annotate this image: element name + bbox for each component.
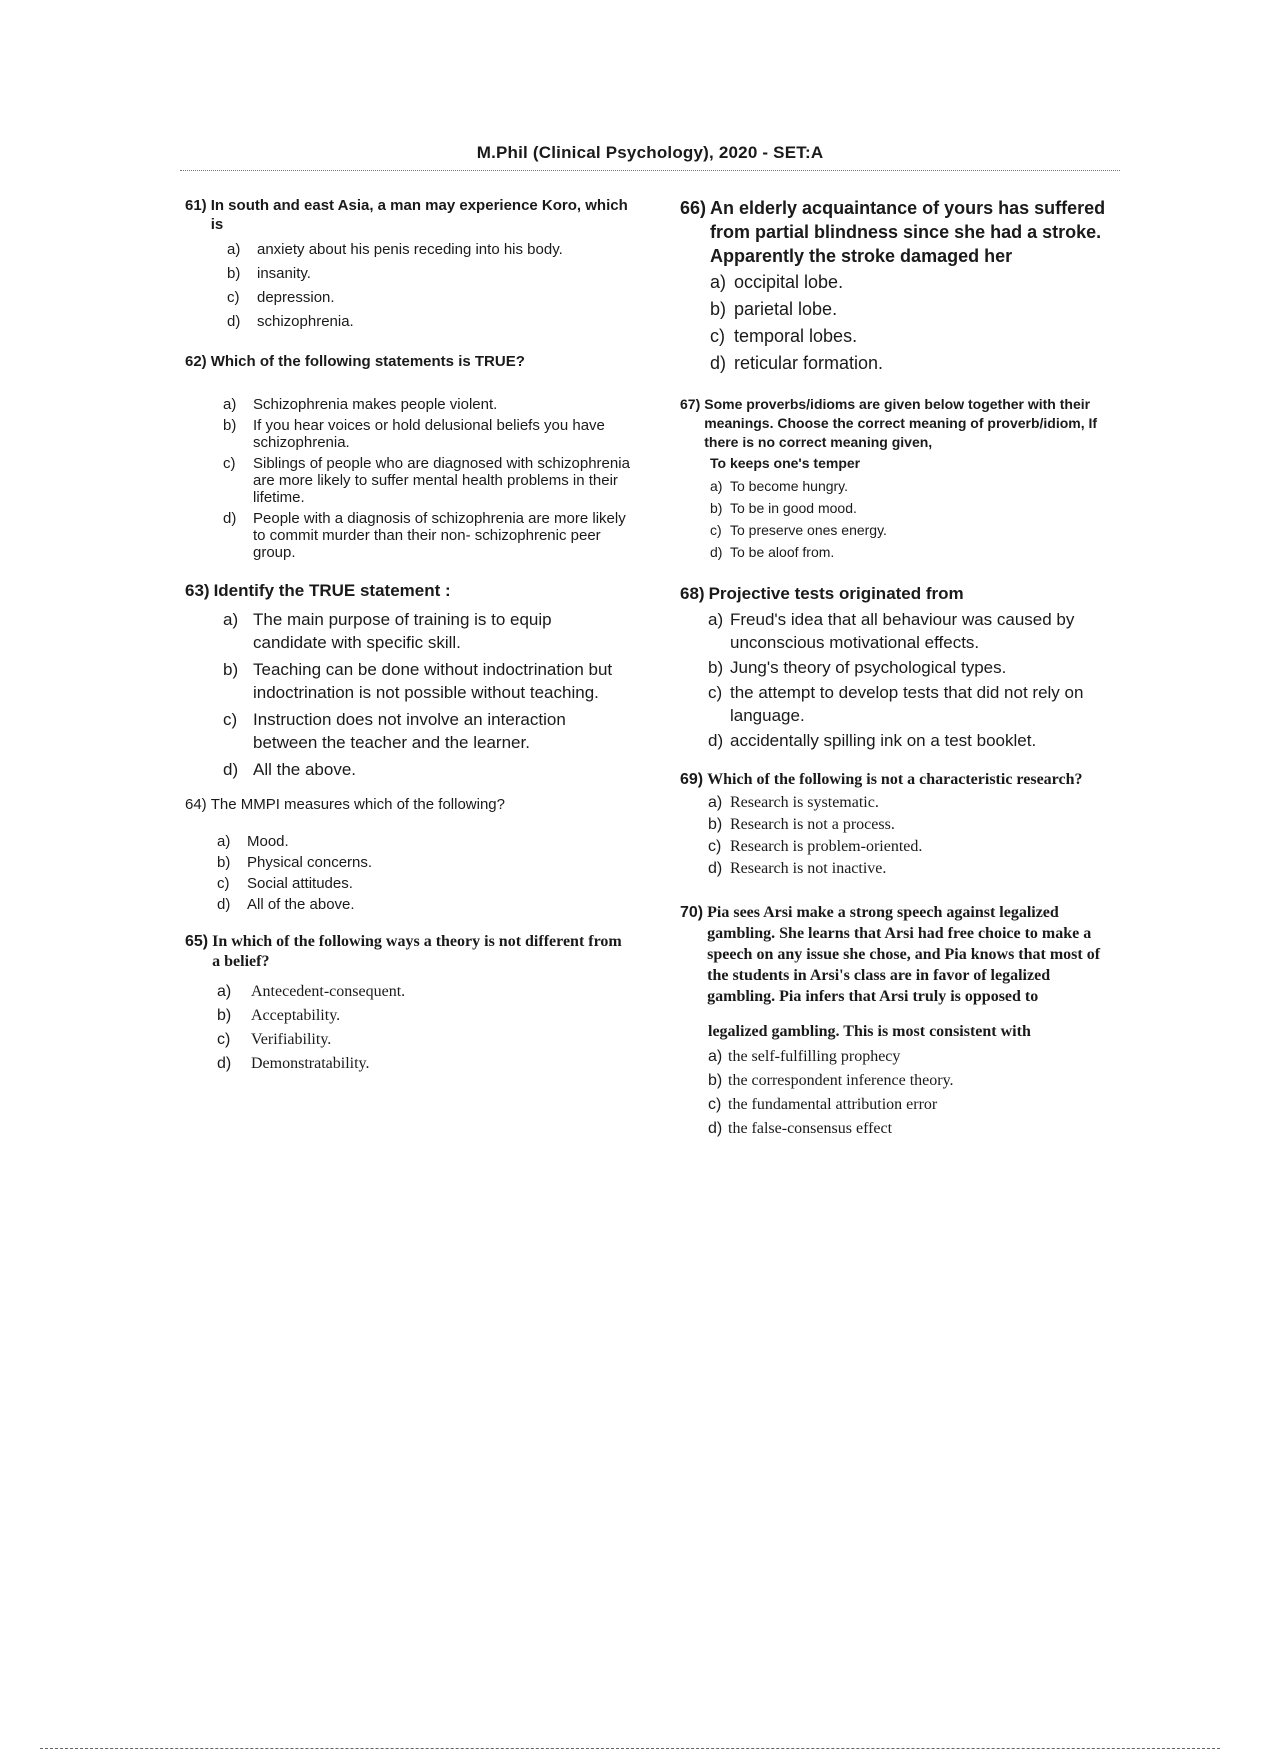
- question-stem: [680, 770, 1115, 789]
- option-text: Siblings of people who are diagnosed with schizophrenia are more likely to suffer mental health problems in their lifetime.: [253, 455, 630, 506]
- option-letter: d): [710, 353, 727, 373]
- idiom-prompt: To keeps one's temper: [710, 455, 861, 471]
- option-text: To become hungry.: [730, 478, 849, 494]
- question-text: An elderly acquaintance of yours has suffered from partial blindness since she had a stroke. Apparently the stroke damaged her: [710, 198, 1106, 266]
- option-letter: a): [217, 833, 231, 850]
- question-continuation: legalized gambling. This is most consistent with: [708, 1023, 1031, 1040]
- option-d: [223, 758, 630, 781]
- option-text: Jung's theory of psychological types.: [730, 658, 1007, 677]
- option-c: [708, 837, 1115, 856]
- option-letter: a): [710, 478, 723, 494]
- option-d: [227, 312, 630, 331]
- option-b: [708, 1070, 1115, 1091]
- option-letter: c): [217, 1031, 231, 1048]
- option-text: anxiety about his penis receding into his body.: [257, 241, 563, 258]
- option-letter: c): [708, 683, 723, 702]
- option-letter: a): [227, 241, 241, 258]
- option-letter: d): [223, 510, 237, 527]
- question-text: In which of the following ways a theory is not different from a belief?: [212, 933, 622, 970]
- option-c: [217, 874, 630, 893]
- option-letter: a): [708, 1048, 723, 1065]
- option-d: [708, 859, 1115, 878]
- option-b: [708, 815, 1115, 834]
- question-number: 62): [185, 353, 207, 370]
- option-d: [708, 729, 1115, 752]
- option-letter: c): [710, 326, 725, 346]
- question-stem: [680, 582, 1115, 605]
- option-letter: a): [223, 396, 237, 413]
- option-text: reticular formation.: [734, 353, 884, 373]
- page-header-title: M.Phil (Clinical Psychology), 2020 - SET:A: [476, 143, 824, 162]
- question-61: [185, 196, 630, 331]
- question-67: [680, 395, 1115, 562]
- option-letter: a): [217, 983, 232, 1000]
- question-text: Pia sees Arsi make a strong speech against legalized gambling. She learns that Arsi had free choice to make a speech on any issue she chose, and Pia knows that most of the students in Arsi's class are in favor of legalized gambling. Pia infers that Arsi truly is opposed to: [707, 904, 1101, 1005]
- question-text: Which of the following statements is TRUE?: [210, 353, 525, 370]
- option-c: [227, 288, 630, 307]
- option-letter: b): [708, 658, 724, 677]
- options-list: [708, 793, 1115, 878]
- option-text: schizophrenia.: [257, 313, 354, 330]
- option-text: If you hear voices or hold delusional beliefs you have schizophrenia.: [253, 417, 605, 451]
- option-b: [227, 264, 630, 283]
- question-text: Identify the TRUE statement :: [213, 581, 451, 600]
- option-text: the correspondent inference theory.: [728, 1072, 954, 1089]
- option-c: [223, 455, 630, 506]
- option-text: insanity.: [257, 265, 311, 282]
- option-text: Antecedent-consequent.: [251, 983, 406, 1000]
- option-letter: b): [708, 816, 723, 833]
- option-text: Freud's idea that all behaviour was caused by unconscious motivational effects.: [730, 610, 1075, 652]
- option-text: the false-consensus effect: [728, 1120, 893, 1137]
- right-column: [680, 196, 1115, 1142]
- option-letter: d): [217, 896, 231, 913]
- options-list: [710, 270, 1115, 375]
- question-number: 66): [680, 198, 707, 218]
- question-number: 65): [185, 933, 209, 950]
- option-letter: d): [223, 760, 239, 779]
- option-letter: d): [227, 313, 241, 330]
- question-number: 68): [680, 584, 705, 603]
- option-c: [217, 1030, 630, 1050]
- option-text: Schizophrenia makes people violent.: [253, 396, 498, 413]
- options-list: [708, 608, 1115, 752]
- option-b: [710, 297, 1115, 321]
- option-d: [217, 1054, 630, 1074]
- option-letter: d): [708, 1120, 723, 1137]
- options-list: [227, 240, 630, 331]
- option-a: [710, 270, 1115, 294]
- option-d: [708, 1118, 1115, 1139]
- options-list: [223, 608, 630, 781]
- options-list: [217, 982, 630, 1074]
- question-stem: [680, 395, 1115, 452]
- option-letter: c): [223, 455, 236, 472]
- question-66: [680, 196, 1115, 375]
- option-text: Research is problem-oriented.: [730, 838, 923, 855]
- option-letter: b): [217, 1007, 232, 1024]
- option-text: All the above.: [253, 760, 357, 779]
- question-text: Projective tests originated from: [708, 584, 964, 603]
- footer-divider: [40, 1748, 1220, 1749]
- option-c: [223, 708, 630, 754]
- option-text: occipital lobe.: [734, 272, 844, 292]
- option-letter: d): [708, 860, 723, 877]
- option-text: Instruction does not involve an interaction between the teacher and the learner.: [253, 710, 566, 752]
- question-stem: [185, 932, 630, 972]
- option-b: [708, 656, 1115, 679]
- option-letter: c): [710, 522, 722, 538]
- option-letter: a): [708, 794, 723, 811]
- option-letter: b): [227, 265, 241, 282]
- question-stem: [185, 353, 630, 370]
- option-text: To be in good mood.: [730, 500, 857, 516]
- option-letter: d): [217, 1055, 232, 1072]
- option-letter: a): [708, 610, 724, 629]
- option-text: Teaching can be done without indoctrination but indoctrination is not possible without teaching.: [253, 660, 613, 702]
- option-text: Mood.: [247, 833, 289, 850]
- option-d: [710, 543, 1115, 562]
- option-b: [217, 1006, 630, 1026]
- option-b: [223, 658, 630, 704]
- option-text: Research is not a process.: [730, 816, 895, 833]
- option-c: [708, 1094, 1115, 1115]
- option-letter: d): [710, 544, 723, 560]
- option-text: People with a diagnosis of schizophrenia are more likely to commit murder than their non- schizophrenic peer group.: [253, 510, 626, 561]
- option-a: [708, 608, 1115, 654]
- option-letter: d): [708, 731, 724, 750]
- question-number: 69): [680, 771, 704, 788]
- options-list: [217, 832, 630, 914]
- question-69: [680, 770, 1115, 878]
- option-a: [223, 608, 630, 654]
- option-text: The main purpose of training is to equip candidate with specific skill.: [253, 610, 552, 652]
- option-text: depression.: [257, 289, 335, 306]
- option-letter: c): [708, 1096, 722, 1113]
- header-divider: [180, 170, 1120, 171]
- question-number: 70): [680, 904, 704, 921]
- option-a: [708, 1046, 1115, 1067]
- option-c: [710, 521, 1115, 540]
- option-text: the attempt to develop tests that did not rely on language.: [730, 683, 1084, 725]
- option-b: [217, 853, 630, 872]
- option-c: [710, 324, 1115, 348]
- option-text: the self-fulfilling prophecy: [728, 1048, 901, 1065]
- option-c: [708, 681, 1115, 727]
- option-d: [223, 510, 630, 561]
- option-a: [217, 982, 630, 1002]
- question-number: 64): [185, 796, 207, 813]
- question-64: [185, 795, 630, 914]
- option-d: [710, 351, 1115, 375]
- options-list: [710, 477, 1115, 562]
- question-stem: [185, 196, 630, 234]
- option-letter: c): [217, 875, 230, 892]
- options-list: [223, 396, 630, 561]
- option-text: Research is not inactive.: [730, 860, 887, 877]
- option-text: To be aloof from.: [730, 544, 835, 560]
- question-63: [185, 579, 630, 781]
- option-text: parietal lobe.: [734, 299, 838, 319]
- option-text: accidentally spilling ink on a test booklet.: [730, 731, 1037, 750]
- question-62: [185, 353, 630, 561]
- option-text: All of the above.: [247, 896, 355, 913]
- option-text: Demonstratability.: [251, 1055, 370, 1072]
- option-b: [223, 417, 630, 451]
- option-letter: b): [223, 660, 239, 679]
- question-number: 67): [680, 396, 701, 412]
- option-text: temporal lobes.: [734, 326, 858, 346]
- options-list: [708, 1046, 1115, 1139]
- question-stem: [680, 902, 1115, 1007]
- question-number: 63): [185, 581, 210, 600]
- option-text: Research is systematic.: [730, 794, 879, 811]
- option-letter: c): [223, 710, 238, 729]
- option-text: Social attitudes.: [247, 875, 353, 892]
- question-text: In south and east Asia, a man may experience Koro, which is: [210, 197, 628, 233]
- option-a: [708, 793, 1115, 812]
- option-b: [710, 499, 1115, 518]
- option-letter: a): [223, 610, 239, 629]
- option-text: Verifiability.: [251, 1031, 332, 1048]
- option-a: [227, 240, 630, 259]
- option-a: [710, 477, 1115, 496]
- option-letter: b): [217, 854, 231, 871]
- option-text: Physical concerns.: [247, 854, 373, 871]
- option-a: [217, 832, 630, 851]
- option-a: [223, 396, 630, 413]
- question-text: Some proverbs/idioms are given below together with their meanings. Choose the correct meaning of proverb/idiom, If there is no correct meaning given,: [704, 396, 1098, 450]
- left-column: [185, 196, 630, 1078]
- option-letter: c): [227, 289, 240, 306]
- option-letter: b): [710, 500, 723, 516]
- option-letter: b): [710, 299, 727, 319]
- question-stem: [185, 795, 630, 814]
- question-number: 61): [185, 197, 207, 214]
- question-text: Which of the following is not a characteristic research?: [707, 771, 1083, 788]
- option-d: [217, 895, 630, 914]
- option-letter: c): [708, 838, 722, 855]
- question-65: [185, 932, 630, 1074]
- question-70: [680, 902, 1115, 1139]
- question-text: The MMPI measures which of the following?: [210, 796, 505, 813]
- question-stem: [185, 579, 630, 602]
- question-stem: [680, 196, 1115, 268]
- option-text: the fundamental attribution error: [728, 1096, 938, 1113]
- option-text: To preserve ones energy.: [730, 522, 887, 538]
- option-letter: a): [710, 272, 727, 292]
- option-letter: b): [708, 1072, 723, 1089]
- option-letter: b): [223, 417, 237, 434]
- option-text: Acceptability.: [251, 1007, 341, 1024]
- question-68: [680, 582, 1115, 752]
